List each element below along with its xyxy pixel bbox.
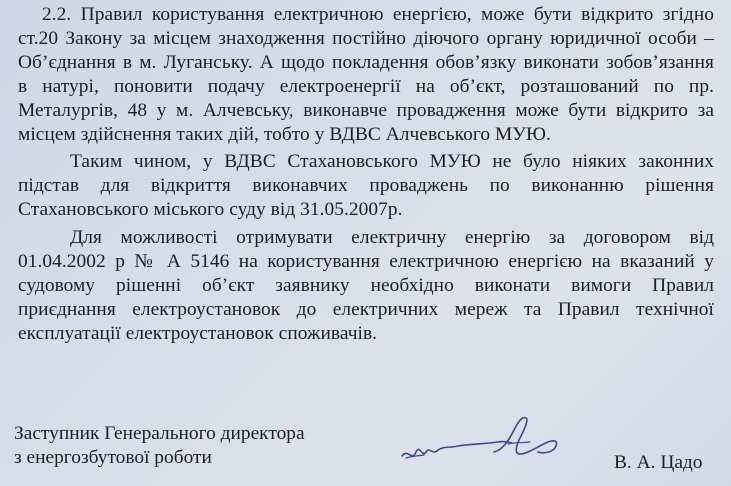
text-line: в натурі, поновити подачу електроенергії на об’єкт, розташований по пр. [18,76,714,97]
text-line: судовому рішенні об’єкт заявнику необхідно виконати вимоги Правил [18,275,714,296]
text-line: Металургів, 48 у м. Алчевську, виконавче провадження може бути відкрито за [18,100,714,121]
text-line: Таким чином, у ВДВС Стахановського МУЮ не було ніяких законних [70,151,714,172]
text-line: Об’єднання в м. Луганську. А щодо покладення обов’язку виконати зобов’язання [18,52,714,73]
text-line: 2.2. Правил користування електричною енергією, може бути відкрито згідно [42,4,714,25]
text-line: місцем здійснення таких дій, тобто у ВДВС Алчевського МУЮ. [18,124,551,145]
signer-department: з енергозбутової роботи [14,447,212,468]
signer-name: В. А. Цадо [614,452,703,473]
text-line: ст.20 Закону за місцем знаходження постійно діючого органу юридичної особи – [18,28,714,49]
text-line: приєднання електроустановок до електричних мереж та Правил технічної [18,299,714,320]
text-line: 01.04.2002 р № А 5146 на користування електричною енергією на вказаний у [18,251,714,272]
text-line: Стахановського міського суду від 31.05.2007р. [18,199,403,220]
text-line: Для можливості отримувати електричну енергію за договором від [70,227,714,248]
text-line: експлуатації електроустановок споживачів. [18,323,378,344]
signer-position: Заступник Генерального директора [14,423,305,444]
text-line: підстав для відкриття виконавчих проваджень по виконанню рішення [18,175,714,196]
handwritten-signature [398,412,578,472]
